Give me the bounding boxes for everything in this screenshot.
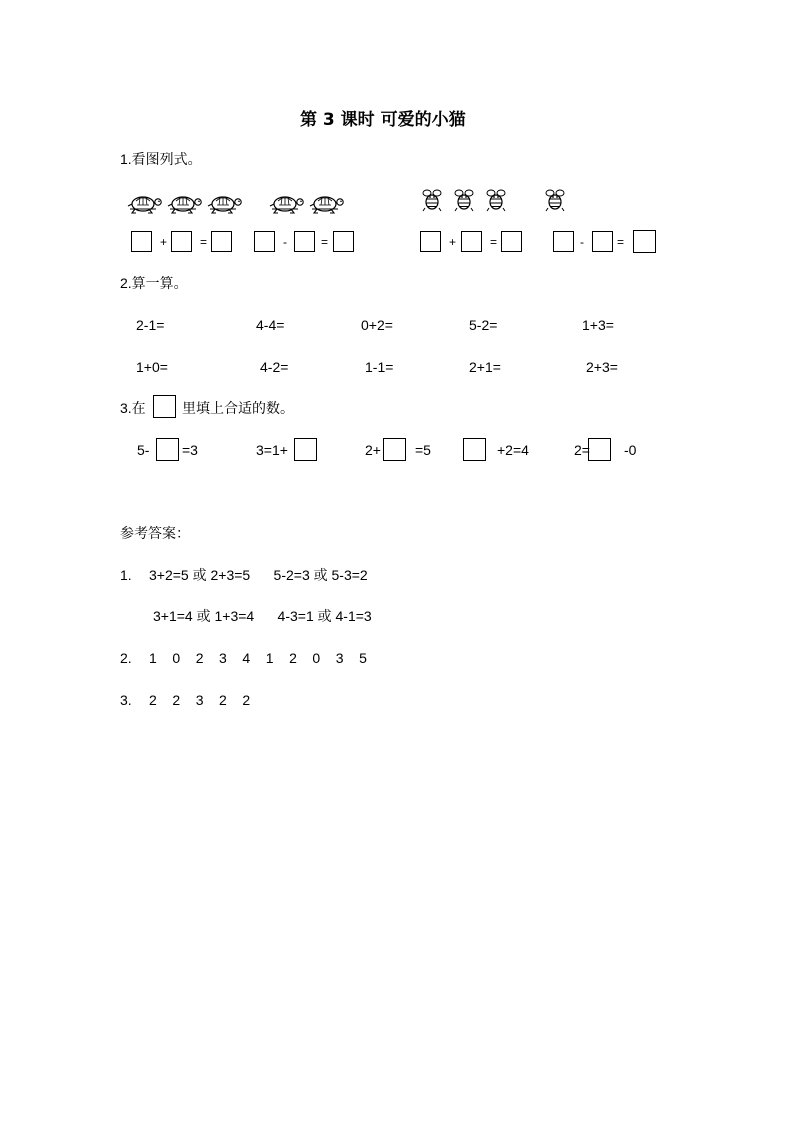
turtle-group-2 xyxy=(269,190,354,218)
fill-item-after: =5 xyxy=(415,442,431,458)
turtle-icon xyxy=(208,197,241,213)
fill-item-after: =3 xyxy=(182,442,198,458)
fill-item-before: 2+ xyxy=(365,442,381,458)
answer-box[interactable] xyxy=(171,231,192,252)
arithmetic-item: 0+2= xyxy=(361,317,393,333)
operator: + xyxy=(160,235,168,249)
turtle-icon xyxy=(270,197,303,213)
operator: = xyxy=(617,235,625,249)
arithmetic-item: 1+0= xyxy=(136,359,168,375)
question-3-label-suffix: 里填上合适的数。 xyxy=(182,400,294,416)
fill-item-before: 5- xyxy=(137,442,150,458)
answer-box[interactable] xyxy=(501,231,522,252)
answer-2-values: 1 0 2 3 4 1 2 0 3 5 xyxy=(149,650,367,666)
answer-box[interactable] xyxy=(211,231,232,252)
operator: = xyxy=(200,235,208,249)
question-2-label: 2.算一算。 xyxy=(120,275,188,291)
answer-box[interactable] xyxy=(294,231,315,252)
arithmetic-item: 2+1= xyxy=(469,359,501,375)
answer-1-number: 1. xyxy=(120,567,132,583)
arithmetic-item: 2-1= xyxy=(136,317,165,333)
turtle-icon xyxy=(310,197,343,213)
operator: - xyxy=(580,235,584,249)
bee-group-2 xyxy=(544,188,576,216)
turtle-group-1 xyxy=(127,190,252,218)
answers-heading: 参考答案： xyxy=(120,525,190,541)
answer-box[interactable] xyxy=(553,231,574,252)
fill-item-before: 2= xyxy=(574,442,590,458)
turtle-icon xyxy=(168,197,201,213)
answer-2-number: 2. xyxy=(120,650,132,666)
answer-3-values: 2 2 3 2 2 xyxy=(149,692,251,708)
fill-item-before: 3=1+ xyxy=(256,442,288,458)
arithmetic-item: 1+3= xyxy=(582,317,614,333)
answer-box[interactable] xyxy=(131,231,152,252)
arithmetic-item: 4-4= xyxy=(256,317,285,333)
bee-icon xyxy=(455,190,473,211)
question-1-label: 1.看图列式。 xyxy=(120,151,202,167)
example-box xyxy=(153,395,176,418)
turtle-icon xyxy=(128,197,161,213)
answer-box[interactable] xyxy=(156,438,179,461)
bee-group-1 xyxy=(421,188,521,216)
answer-3-number: 3. xyxy=(120,692,132,708)
bee-icon xyxy=(423,190,441,211)
answer-box[interactable] xyxy=(588,438,611,461)
answer-box[interactable] xyxy=(420,231,441,252)
answer-box[interactable] xyxy=(254,231,275,252)
arithmetic-item: 5-2= xyxy=(469,317,498,333)
arithmetic-item: 1-1= xyxy=(365,359,394,375)
operator: - xyxy=(283,235,287,249)
operator: = xyxy=(490,235,498,249)
answer-box[interactable] xyxy=(633,230,656,253)
arithmetic-item: 2+3= xyxy=(586,359,618,375)
bee-icon xyxy=(487,190,505,211)
answer-box[interactable] xyxy=(463,438,486,461)
answer-box[interactable] xyxy=(383,438,406,461)
answer-1-line-1: 3+2=5 或 2+3=5 5-2=3 或 5-3=2 xyxy=(149,567,368,583)
page-title: 第 3 课时 可爱的小猫 xyxy=(300,110,466,130)
bee-icon xyxy=(546,190,564,211)
answer-box[interactable] xyxy=(333,231,354,252)
answer-box[interactable] xyxy=(294,438,317,461)
operator: = xyxy=(321,235,329,249)
fill-item-after: +2=4 xyxy=(497,442,529,458)
answer-box[interactable] xyxy=(592,231,613,252)
operator: + xyxy=(449,235,457,249)
arithmetic-item: 4-2= xyxy=(260,359,289,375)
answer-1-line-2: 3+1=4 或 1+3=4 4-3=1 或 4-1=3 xyxy=(153,608,372,624)
question-3-label-prefix: 3.在 xyxy=(120,400,146,416)
fill-item-after: -0 xyxy=(624,442,637,458)
answer-box[interactable] xyxy=(461,231,482,252)
